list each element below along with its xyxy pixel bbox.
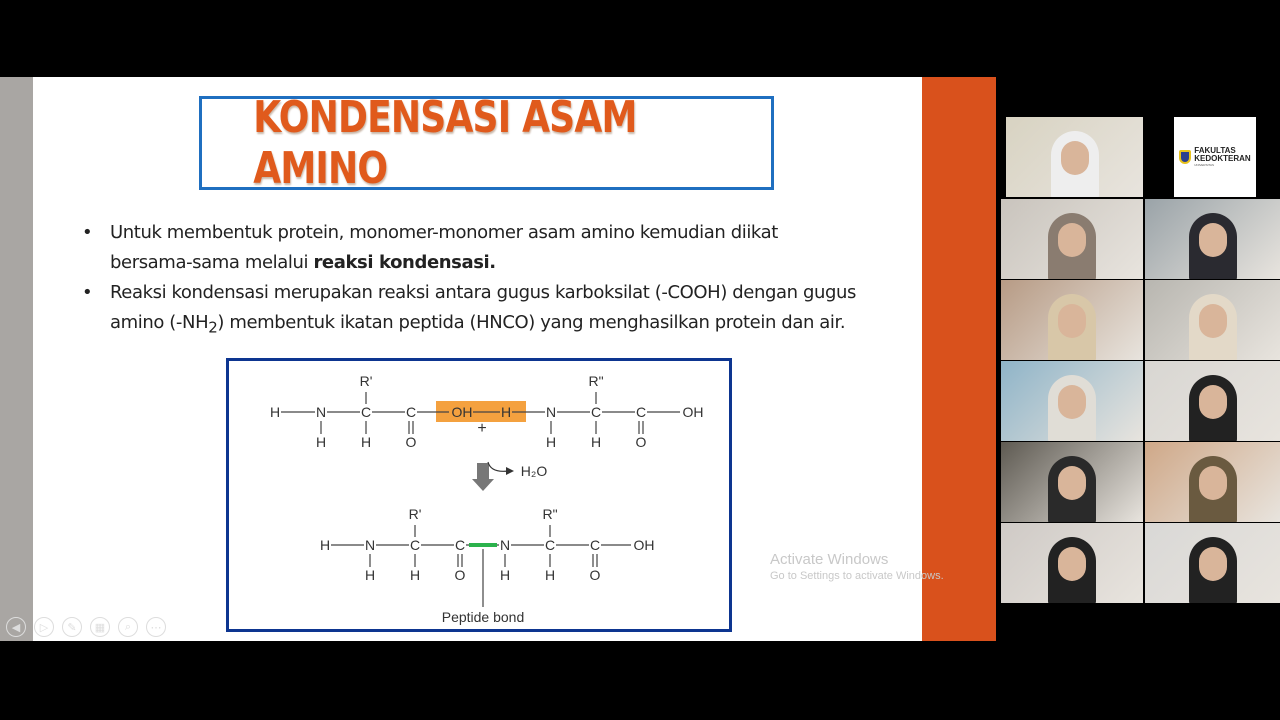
reactant-atom: C bbox=[635, 404, 647, 420]
reactant-r-group: R' bbox=[359, 373, 373, 389]
product-atom: N bbox=[499, 537, 511, 553]
participant-video-tile[interactable] bbox=[1145, 280, 1280, 360]
participant-face bbox=[1061, 141, 1089, 175]
participant-face bbox=[1058, 547, 1086, 581]
participant-video-tile[interactable] bbox=[1145, 523, 1280, 603]
plus-sign: + bbox=[477, 420, 487, 437]
bullet-item bbox=[82, 278, 862, 343]
reactant-atom: H bbox=[269, 404, 281, 420]
bullet-list bbox=[82, 218, 862, 343]
participant-video-tile[interactable] bbox=[1145, 361, 1280, 441]
slide-left-strip bbox=[0, 77, 33, 641]
elimination-arrow-icon bbox=[488, 462, 508, 471]
peptide-diagram bbox=[226, 358, 732, 632]
bullet-item bbox=[82, 218, 862, 278]
product-atom: C bbox=[589, 537, 601, 553]
participant-face bbox=[1199, 547, 1227, 581]
participant-face bbox=[1199, 304, 1227, 338]
pen-icon[interactable]: ✎ bbox=[62, 617, 82, 637]
participant-face bbox=[1058, 466, 1086, 500]
reactant-substituent: H bbox=[315, 434, 327, 450]
participant-video-tile[interactable] bbox=[1001, 442, 1143, 522]
participant-video-tile[interactable] bbox=[1001, 199, 1143, 279]
product-substituent: H bbox=[544, 567, 556, 583]
reactant-atom: OH bbox=[682, 404, 704, 420]
reactant-atom: OH bbox=[451, 404, 473, 420]
product-atom: H bbox=[319, 537, 331, 553]
next-icon[interactable]: ▷ bbox=[34, 617, 54, 637]
participant-face bbox=[1199, 466, 1227, 500]
bullet-dot: • bbox=[82, 282, 93, 303]
logo-text: KEDOKTERAN bbox=[1194, 154, 1251, 163]
product-substituent: O bbox=[589, 567, 601, 583]
product-atom: C bbox=[409, 537, 421, 553]
faculty-logo-icon bbox=[1179, 150, 1191, 164]
logo-subtext: UNIVERSITAS bbox=[1194, 163, 1215, 167]
logo-text: FAKULTAS bbox=[1194, 146, 1236, 155]
participant-video-tile[interactable] bbox=[1145, 199, 1280, 279]
bullet-text: Untuk membentuk protein, monomer-monomer asam amino kemudian diikat bersama-sama melalui bbox=[110, 222, 778, 273]
reactant-substituent: H bbox=[360, 434, 372, 450]
slideshow-controls bbox=[6, 617, 166, 637]
participant-face bbox=[1058, 385, 1086, 419]
product-r-group: R" bbox=[542, 506, 558, 522]
reactant-atom: H bbox=[500, 404, 512, 420]
participant-video-tile[interactable] bbox=[1145, 442, 1280, 522]
previous-icon[interactable]: ◀ bbox=[6, 617, 26, 637]
reactant-atom: N bbox=[315, 404, 327, 420]
product-atom: OH bbox=[633, 537, 655, 553]
slides-grid-icon[interactable]: ▦ bbox=[90, 617, 110, 637]
participant-video-tile[interactable] bbox=[1006, 117, 1143, 197]
bullet-bold-text: reaksi kondensasi. bbox=[313, 252, 496, 273]
reactant-substituent: H bbox=[545, 434, 557, 450]
product-atom: N bbox=[364, 537, 376, 553]
participant-face bbox=[1199, 223, 1227, 257]
reactant-atom: C bbox=[405, 404, 417, 420]
reactant-r-group: R" bbox=[588, 373, 604, 389]
bullet-text: ) membentuk ikatan peptida (HNCO) yang menghasilkan protein dan air. bbox=[217, 312, 846, 333]
reactant-atom: C bbox=[590, 404, 602, 420]
participant-face bbox=[1058, 304, 1086, 338]
participant-face bbox=[1199, 385, 1227, 419]
participant-video-tile[interactable] bbox=[1001, 361, 1143, 441]
bullet-text: Reaksi kondensasi merupakan reaksi antara gugus karboksilat (-COOH) dengan gugus amino (-NH bbox=[110, 282, 856, 333]
product-substituent: O bbox=[454, 567, 466, 583]
reactant-substituent: O bbox=[405, 434, 417, 450]
bullet-dot: • bbox=[82, 222, 93, 243]
reactant-atom: N bbox=[545, 404, 557, 420]
participant-video-tile[interactable] bbox=[1001, 280, 1143, 360]
participant-video-tile[interactable] bbox=[1001, 523, 1143, 603]
peptide-bond-label: Peptide bond bbox=[441, 609, 525, 625]
product-r-group: R' bbox=[408, 506, 422, 522]
activate-windows-watermark bbox=[770, 551, 944, 582]
water-label: H₂O bbox=[520, 463, 548, 479]
subscript: 2 bbox=[208, 318, 218, 337]
arrowhead-icon bbox=[506, 467, 514, 475]
participant-face bbox=[1058, 223, 1086, 257]
product-atom: C bbox=[544, 537, 556, 553]
product-substituent: H bbox=[364, 567, 376, 583]
product-atom: C bbox=[454, 537, 466, 553]
product-substituent: H bbox=[409, 567, 421, 583]
reactant-substituent: H bbox=[590, 434, 602, 450]
participant-tile-logo[interactable] bbox=[1174, 117, 1256, 197]
title-box bbox=[199, 92, 774, 194]
reactant-substituent: O bbox=[635, 434, 647, 450]
product-substituent: H bbox=[499, 567, 511, 583]
slide-title: KONDENSASI ASAM AMINO bbox=[253, 92, 637, 194]
watermark-line1: Activate Windows bbox=[770, 551, 889, 568]
chemical-structure bbox=[229, 361, 729, 629]
more-icon[interactable]: ⋯ bbox=[146, 617, 166, 637]
zoom-icon[interactable]: ⌕ bbox=[118, 617, 138, 637]
watermark-line2: Go to Settings to activate Windows. bbox=[770, 570, 944, 582]
reactant-atom: C bbox=[360, 404, 372, 420]
